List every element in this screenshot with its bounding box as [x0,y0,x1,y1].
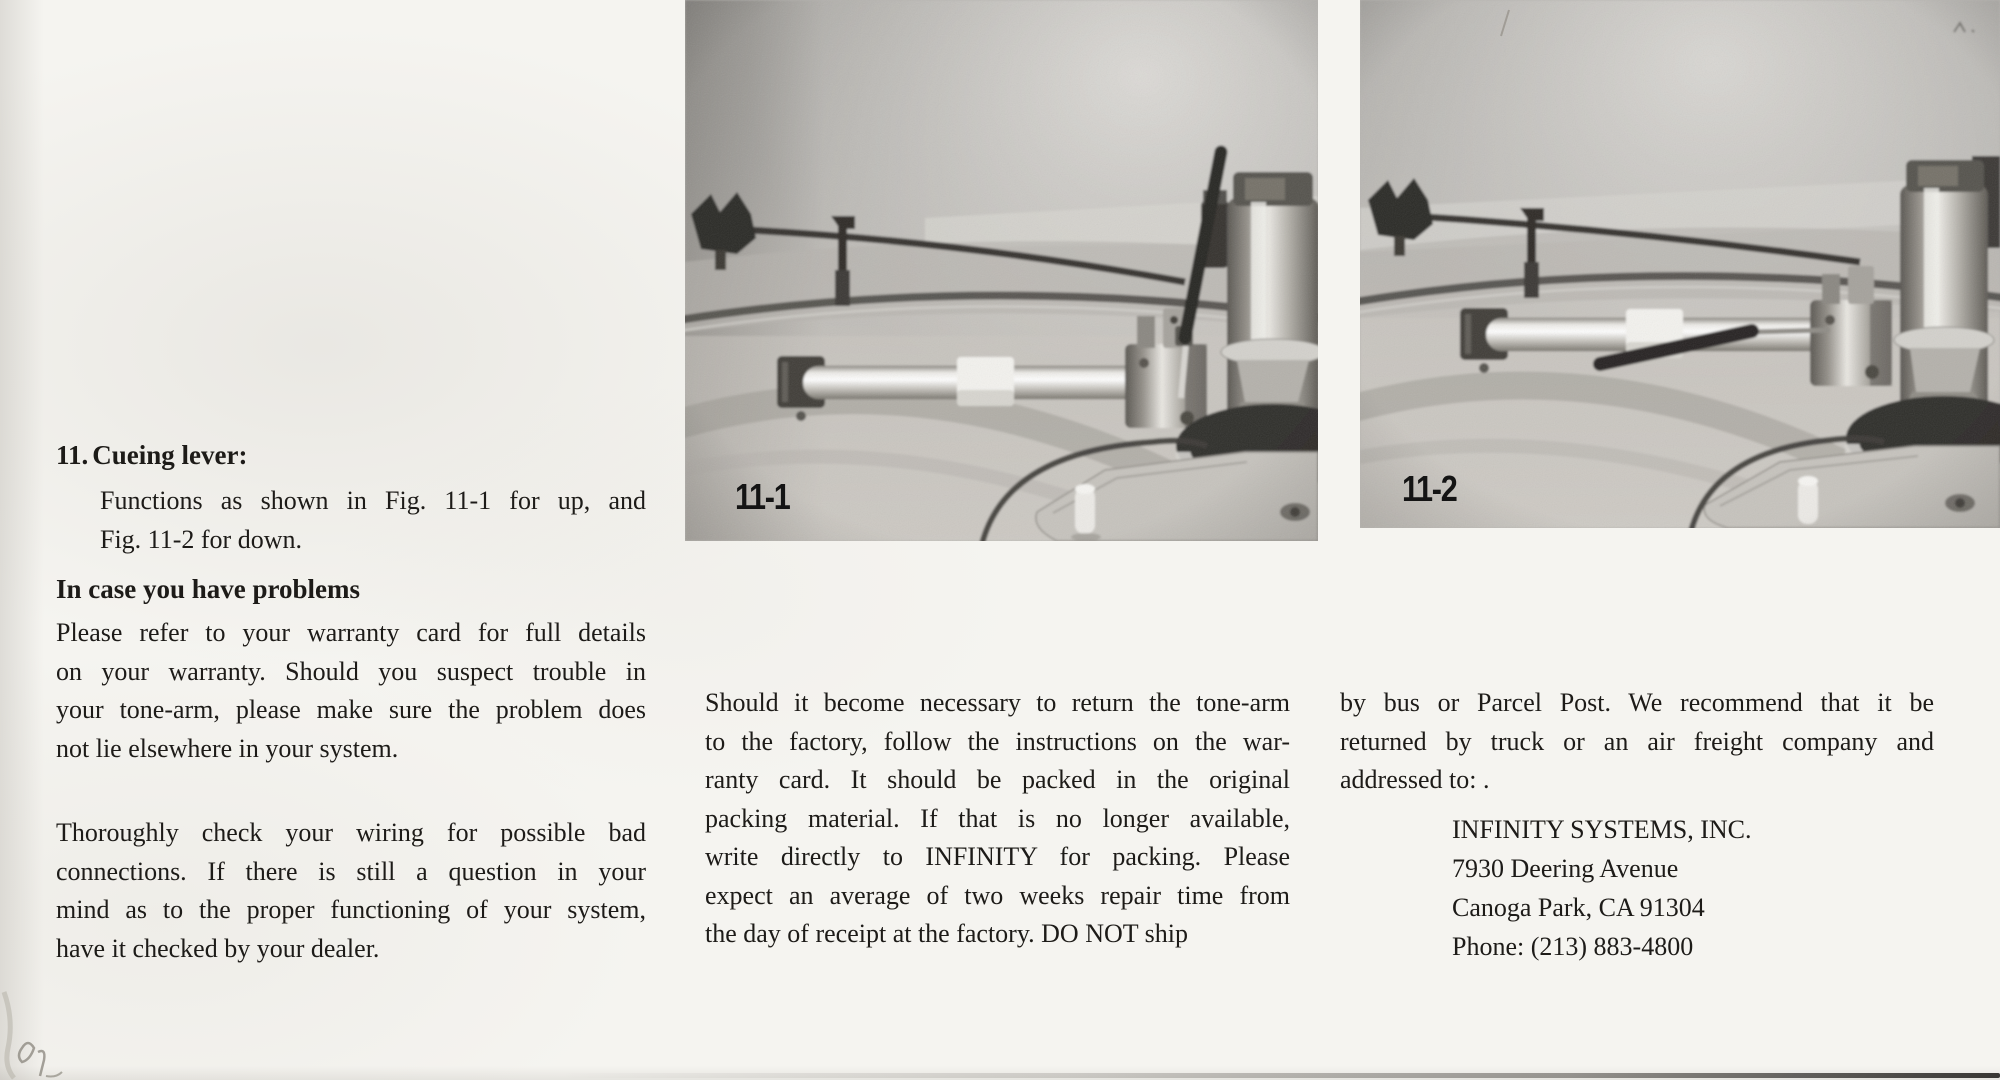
problems-paragraph-2 [56,814,646,968]
scan-page-edge-line [560,1073,2000,1078]
text-line: packing material. If that is no longer available, [705,803,1290,833]
text-line: Functions as shown in Fig. 11-1 for up, and [100,486,646,515]
figure-photo-11-1 [685,0,1318,541]
text-line: Phone: (213) 883-4800 [1452,932,1694,961]
section-11-body [100,482,646,559]
text-line: 7930 Deering Avenue [1452,854,1679,883]
text-line: on your warranty. Should you suspect trouble in [56,656,646,686]
text-line: your tone-arm, please make sure the problem does [56,695,646,724]
text-line: returned by truck or an air freight company and [1340,726,1934,756]
text-line: to the factory, follow the instructions on the war- [705,726,1290,756]
section-number: 11. [56,440,89,470]
shipping-paragraph [1340,684,1934,800]
section-11-heading [56,438,247,472]
text-line: write directly to INFINITY for packing. Please [705,842,1290,871]
text-line: not lie elsewhere in your system. [56,733,399,763]
text-line: Thoroughly check your wiring for possible bad [56,818,646,847]
figure-photo-11-2 [1360,0,2000,528]
figure-label-11-1: 11-1 [735,476,790,517]
tonearm-photo-up-illustration [685,0,1318,541]
text-line: INFINITY SYSTEMS, INC. [1452,815,1752,844]
text-line: Canoga Park, CA 91304 [1452,893,1705,922]
text-line: mind as to the proper functioning of your system, [56,895,646,924]
text-line: Should it become necessary to return the tone-arm [705,688,1290,717]
return-instructions-paragraph [705,684,1290,954]
text-line: addressed to: . [1340,765,1490,794]
section-title: Cueing lever: [92,440,248,470]
text-line: by bus or Parcel Post. We recommend that it be [1340,688,1934,717]
text-line: Fig. 11-2 for down. [100,524,302,554]
problems-heading: In case you have problems [56,574,361,604]
text-line: have it checked by your dealer. [56,933,380,963]
figure-label-11-2: 11-2 [1402,468,1457,509]
scan-corner-marks [0,990,110,1080]
tonearm-photo-down-illustration [1360,0,2000,528]
text-line: ranty card. It should be packed in the original [705,765,1290,794]
scan-pen-mark [1498,8,1512,38]
factory-address-block [1452,810,1942,966]
text-line: the day of receipt at the factory. DO NOT ship [705,919,1189,948]
text-line: connections. If there is still a question in your [56,856,646,886]
text-line: expect an average of two weeks repair time from [705,880,1290,910]
text-line: Please refer to your warranty card for full details [56,618,646,647]
problems-paragraph-1 [56,614,646,768]
